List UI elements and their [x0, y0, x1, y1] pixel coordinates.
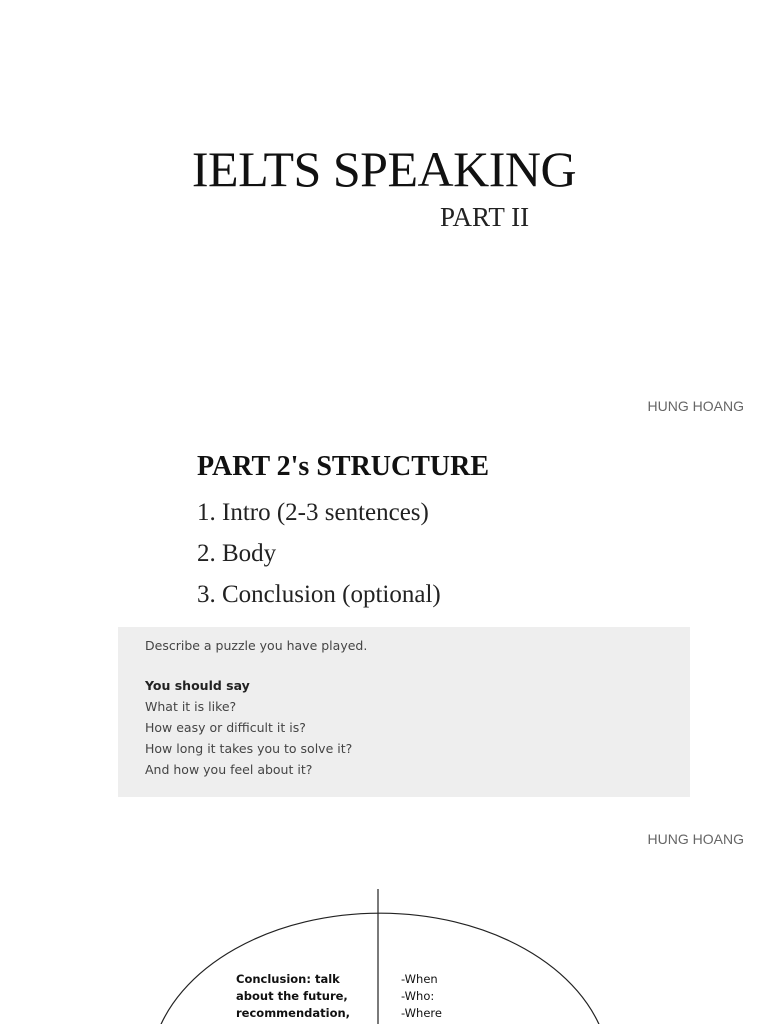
author-name: HUNG HOANG — [647, 831, 744, 847]
structure-list — [197, 496, 441, 619]
diagram-wh-item: -Who: — [401, 989, 435, 1003]
diagram-wh-item: -Where — [401, 1006, 442, 1020]
diagram-wh-list — [401, 971, 501, 1022]
diagram-conclusion-note: Conclusion: talk about the future, recommendation, — [236, 972, 351, 1020]
document-subtitle: PART II — [440, 202, 530, 232]
structure-circle-diagram — [0, 860, 768, 1024]
diagram-circle-outline — [155, 913, 605, 1024]
cue-card — [118, 627, 690, 797]
document-title: IELTS SPEAKING — [191, 141, 577, 197]
diagram-wh-item: -When — [401, 972, 438, 986]
cue-card-point: What it is like? — [145, 699, 237, 714]
structure-item: 1. Intro (2-3 sentences) — [197, 499, 429, 526]
structure-heading: PART 2's STRUCTURE — [197, 451, 490, 482]
author-name: HUNG HOANG — [647, 398, 744, 414]
structure-item: 2. Body — [197, 540, 277, 567]
cue-card-point: How easy or difficult it is? — [145, 720, 306, 735]
cue-card-heading: You should say — [145, 678, 250, 693]
cue-card-point: How long it takes you to solve it? — [145, 741, 353, 756]
structure-item: 3. Conclusion (optional) — [197, 581, 441, 608]
cue-card-points — [145, 696, 690, 780]
cue-card-point: And how you feel about it? — [145, 762, 313, 777]
cue-card-prompt: Describe a puzzle you have played. — [145, 638, 368, 653]
